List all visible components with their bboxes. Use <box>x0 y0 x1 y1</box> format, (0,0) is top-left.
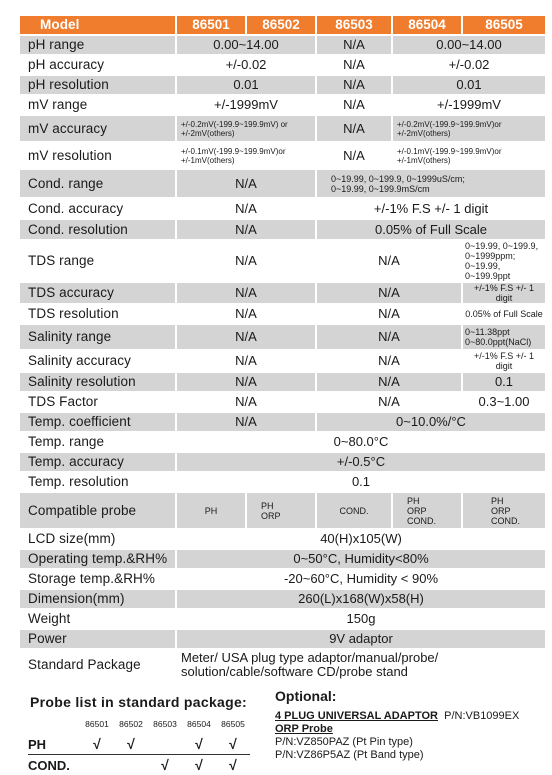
value: 0.00~14.00 <box>176 35 316 55</box>
probe-list-header <box>28 714 250 734</box>
value: N/A <box>176 169 316 198</box>
value: 0.01 <box>392 75 546 95</box>
row-ph-range <box>20 35 546 55</box>
probe-row-cond <box>28 755 250 775</box>
row-label: Standard Package <box>20 649 176 681</box>
row-label: LCD size(mm) <box>20 529 176 549</box>
row-label: TDS accuracy <box>20 282 176 304</box>
value: N/A <box>316 55 392 75</box>
row-power <box>20 629 546 649</box>
row-dimension <box>20 589 546 609</box>
probe-86505: PH ORP COND. <box>462 492 546 529</box>
value: N/A <box>316 350 462 372</box>
row-ph-resolution <box>20 75 546 95</box>
row-label: mV range <box>20 95 176 115</box>
row-temp-range <box>20 432 546 452</box>
value: +/-1999mV <box>176 95 316 115</box>
check-mark: √ <box>148 755 182 775</box>
model-86502: 86502 <box>246 16 316 35</box>
row-lcd-size <box>20 529 546 549</box>
row-label: Salinity resolution <box>20 372 176 392</box>
row-tds-resolution <box>20 304 546 324</box>
row-label: TDS Factor <box>20 392 176 412</box>
value: N/A <box>316 282 462 304</box>
value: +/-0.2mV(-199.9~199.9mV) or +/-2mV(others) <box>176 115 316 142</box>
orp-pn-2: P/N:VZ86P5AZ (Pt Band type) <box>275 749 550 762</box>
row-label: mV resolution <box>20 142 176 169</box>
row-temp-coefficient <box>20 412 546 432</box>
value: N/A <box>176 372 316 392</box>
value: N/A <box>316 392 462 412</box>
probe-list-title: Probe list in standard package: <box>30 694 247 710</box>
value: 0~19.99, 0~199.9, 0~1999ppm; 0~19.99, 0~199.9ppt <box>462 240 546 282</box>
value: N/A <box>316 324 462 350</box>
row-cond-accuracy <box>20 198 546 219</box>
value: +/-1% F.S +/- 1 digit <box>316 198 546 219</box>
row-temp-resolution <box>20 472 546 492</box>
row-label: Compatible probe <box>20 492 176 529</box>
empty-cell <box>148 734 182 755</box>
value: N/A <box>176 350 316 372</box>
row-label: Salinity range <box>20 324 176 350</box>
row-standard-package <box>20 649 546 681</box>
orp-pn-1: P/N:VZ850PAZ (Pt Pin type) <box>275 736 550 749</box>
optional-section <box>275 690 550 762</box>
row-label: Temp. range <box>20 432 176 452</box>
value: 0.1 <box>462 372 546 392</box>
row-ph-accuracy <box>20 55 546 75</box>
adaptor-pn: P/N:VB1099EX <box>444 710 519 722</box>
spec-table <box>20 16 547 682</box>
row-label: Temp. coefficient <box>20 412 176 432</box>
model-86501: 86501 <box>176 16 246 35</box>
adaptor-line <box>275 710 550 723</box>
value: 0~11.38ppt 0~80.0ppt(NaCl) <box>462 324 546 350</box>
check-mark: √ <box>216 734 250 755</box>
value: N/A <box>316 240 462 282</box>
value: +/-1% F.S +/- 1 digit <box>462 350 546 372</box>
row-tds-factor <box>20 392 546 412</box>
row-mv-accuracy <box>20 115 546 142</box>
value: N/A <box>176 392 316 412</box>
row-label: TDS range <box>20 240 176 282</box>
probe-86501: PH <box>176 492 246 529</box>
optional-title: Optional: <box>275 690 550 703</box>
check-mark: √ <box>114 734 148 755</box>
row-cond-range <box>20 169 546 198</box>
value: +/-0.02 <box>392 55 546 75</box>
value: N/A <box>316 372 462 392</box>
model-86504: 86504 <box>392 16 462 35</box>
value: N/A <box>316 35 392 55</box>
probe-row-ph <box>28 734 250 755</box>
row-salinity-range <box>20 324 546 350</box>
probe-model: 86501 <box>80 714 114 734</box>
value: 0~50°C, Humidity<80% <box>176 549 546 569</box>
value: +/-0.1mV(-199.9~199.9mV)or +/-1mV(others) <box>176 142 316 169</box>
probe-86504: PH ORP COND. <box>392 492 462 529</box>
probe-86502: PH ORP <box>246 492 316 529</box>
value: 260(L)x168(W)x58(H) <box>176 589 546 609</box>
value: 0.05% of Full Scale <box>316 219 546 240</box>
value: N/A <box>176 198 316 219</box>
row-label: Dimension(mm) <box>20 589 176 609</box>
probe-list-table <box>28 714 250 775</box>
value: 0.1 <box>176 472 546 492</box>
row-label: mV accuracy <box>20 115 176 142</box>
row-salinity-accuracy <box>20 350 546 372</box>
row-label: Cond. resolution <box>20 219 176 240</box>
check-mark: √ <box>216 755 250 775</box>
value: 0.01 <box>176 75 316 95</box>
value: +/-1999mV <box>392 95 546 115</box>
header-row <box>20 16 546 35</box>
row-mv-range <box>20 95 546 115</box>
probe-model: 86502 <box>114 714 148 734</box>
check-mark: √ <box>182 755 216 775</box>
probe-list-corner <box>28 714 80 734</box>
row-salinity-resolution <box>20 372 546 392</box>
model-86503: 86503 <box>316 16 392 35</box>
value: +/-0.02 <box>176 55 316 75</box>
row-tds-range <box>20 240 546 282</box>
value: 0.00~14.00 <box>392 35 546 55</box>
probe-row-label: COND. <box>28 755 80 775</box>
probe-model: 86503 <box>148 714 182 734</box>
row-label: Cond. range <box>20 169 176 198</box>
adaptor-label: 4 PLUG UNIVERSAL ADAPTOR <box>275 710 438 722</box>
row-label: Salinity accuracy <box>20 350 176 372</box>
model-label: Model <box>20 16 176 35</box>
row-label: TDS resolution <box>20 304 176 324</box>
value: Meter/ USA plug type adaptor/manual/probe/ solution/cable/software CD/probe stand <box>176 649 546 681</box>
row-tds-accuracy <box>20 282 546 304</box>
value: +/-1% F.S +/- 1 digit <box>462 282 546 304</box>
value: 40(H)x105(W) <box>176 529 546 549</box>
value: 0.3~1.00 <box>462 392 546 412</box>
value: N/A <box>316 75 392 95</box>
probe-row-label: PH <box>28 734 80 755</box>
probe-86503: COND. <box>316 492 392 529</box>
row-label: pH resolution <box>20 75 176 95</box>
row-operating <box>20 549 546 569</box>
row-weight <box>20 609 546 629</box>
value: N/A <box>176 304 316 324</box>
row-label: Storage temp.&RH% <box>20 569 176 589</box>
probe-model: 86504 <box>182 714 216 734</box>
row-label: Temp. accuracy <box>20 452 176 472</box>
value: N/A <box>316 142 392 169</box>
value: 150g <box>176 609 546 629</box>
value: N/A <box>176 219 316 240</box>
value: N/A <box>176 412 316 432</box>
value: N/A <box>316 304 462 324</box>
row-label: Cond. accuracy <box>20 198 176 219</box>
value: +/-0.5°C <box>176 452 546 472</box>
value: +/-0.2mV(-199.9~199.9mV)or +/-2mV(others) <box>392 115 546 142</box>
value: N/A <box>176 240 316 282</box>
row-label: Power <box>20 629 176 649</box>
value: +/-0.1mV(-199.9~199.9mV)or +/-1mV(others) <box>392 142 546 169</box>
row-mv-resolution <box>20 142 546 169</box>
row-label: Operating temp.&RH% <box>20 549 176 569</box>
row-label: pH range <box>20 35 176 55</box>
value: -20~60°C, Humidity < 90% <box>176 569 546 589</box>
row-label: Weight <box>20 609 176 629</box>
value: 0~80.0°C <box>176 432 546 452</box>
row-cond-resolution <box>20 219 546 240</box>
orp-probe-label: ORP Probe <box>275 723 550 736</box>
row-label: Temp. resolution <box>20 472 176 492</box>
value: N/A <box>316 115 392 142</box>
row-storage <box>20 569 546 589</box>
row-label: pH accuracy <box>20 55 176 75</box>
value: 0~10.0%/°C <box>316 412 546 432</box>
value: 0.05% of Full Scale <box>462 304 546 324</box>
probe-model: 86505 <box>216 714 250 734</box>
check-mark: √ <box>182 734 216 755</box>
value: 0~19.99, 0~199.9, 0~1999uS/cm; 0~19.99, 0~199.9mS/cm <box>316 169 546 198</box>
model-86505: 86505 <box>462 16 546 35</box>
value: N/A <box>176 282 316 304</box>
row-compatible-probe <box>20 492 546 529</box>
row-temp-accuracy <box>20 452 546 472</box>
value: 9V adaptor <box>176 629 546 649</box>
value: N/A <box>316 95 392 115</box>
check-mark: √ <box>80 734 114 755</box>
empty-cell <box>114 755 148 775</box>
empty-cell <box>80 755 114 775</box>
value: N/A <box>176 324 316 350</box>
